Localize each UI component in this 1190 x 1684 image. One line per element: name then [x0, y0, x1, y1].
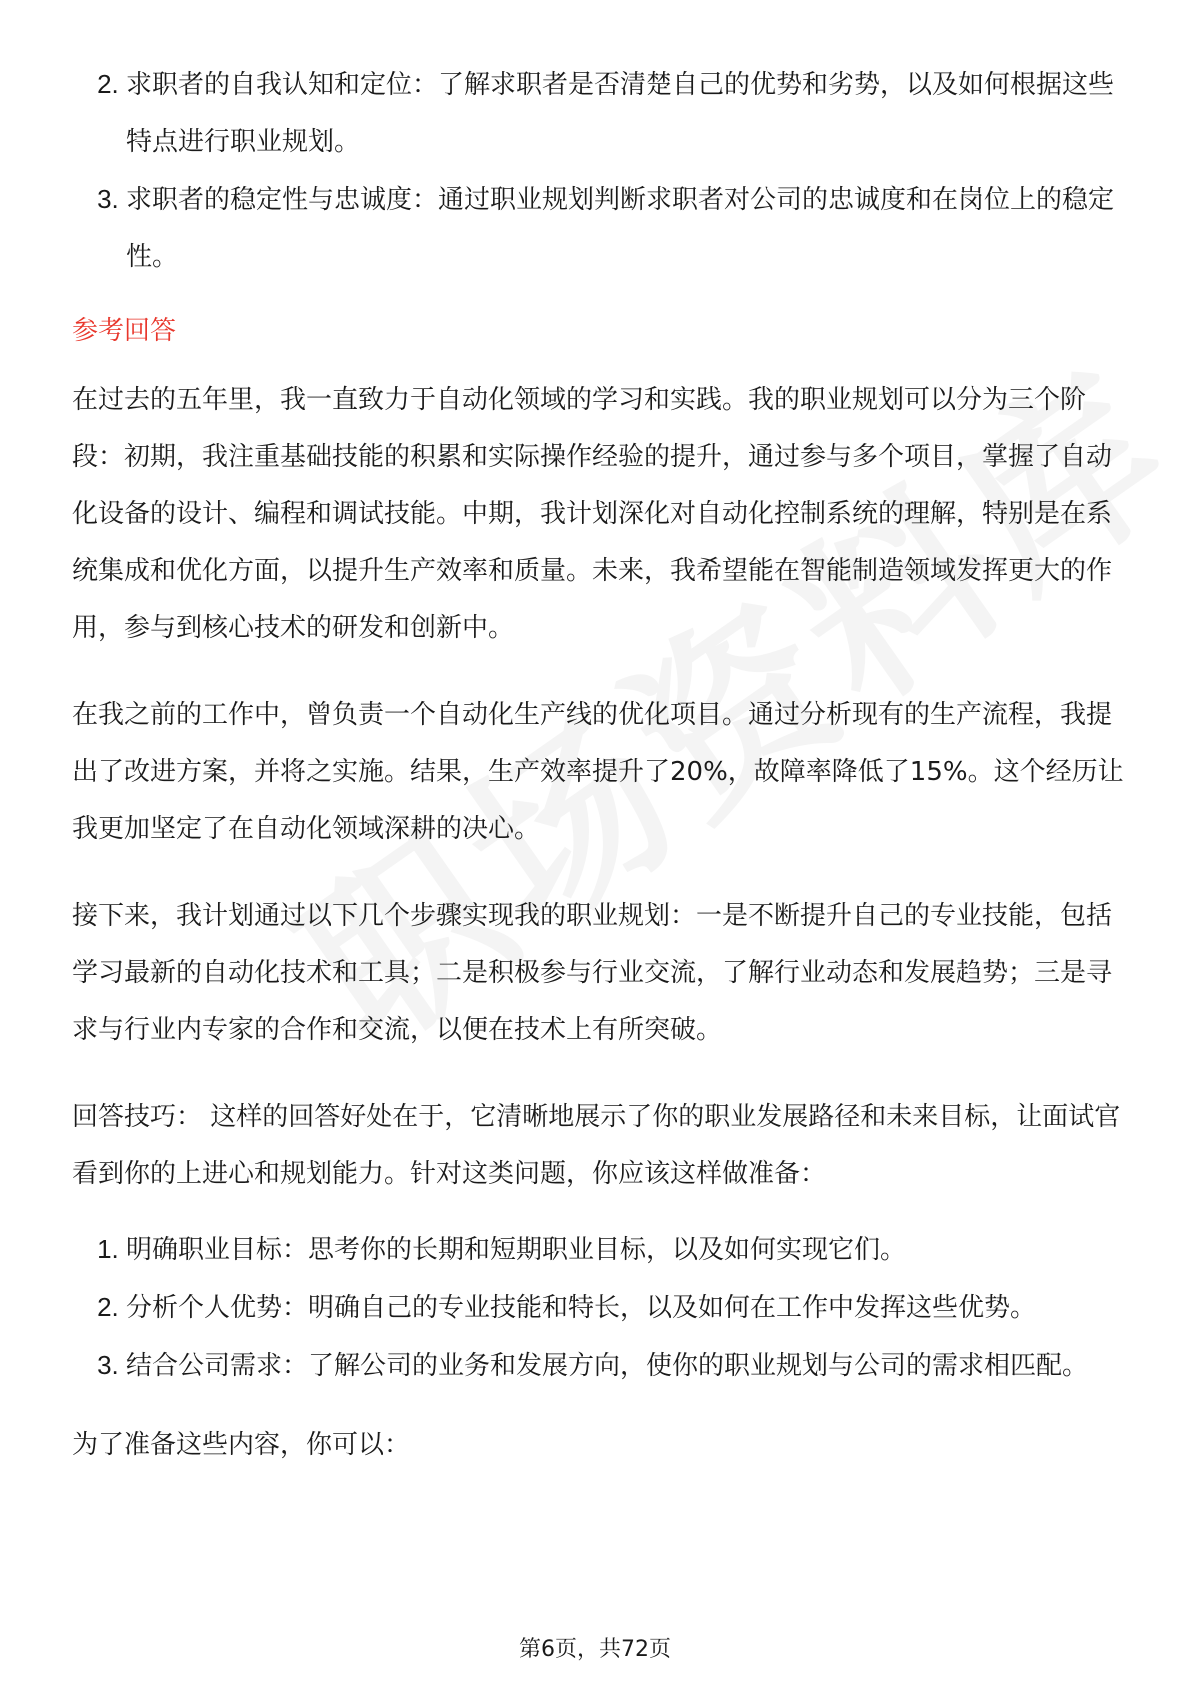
- page-content: [72, 56, 1132, 1504]
- tips-list: [72, 1221, 1132, 1395]
- tips-intro: 回答技巧： 这样的回答好处在于，它清晰地展示了你的职业发展路径和未来目标，让面试官看到你的上进心和规划能力。针对这类问题，你应该这样做准备：: [72, 1102, 1121, 1189]
- section-title: 参考回答: [72, 316, 177, 346]
- page-number: 第6页，共72页: [519, 1637, 671, 1662]
- list-item: 1. 明确职业目标：思考你的长期和短期职业目标，以及如何实现它们。: [126, 1221, 1132, 1279]
- list-item: 3. 结合公司需求：了解公司的业务和发展方向，使你的职业规划与公司的需求相匹配。: [126, 1337, 1132, 1395]
- closing-text: 为了准备这些内容，你可以：: [72, 1430, 411, 1460]
- list-item: 3. 求职者的稳定性与忠诚度：通过职业规划判断求职者对公司的忠诚度和在岗位上的稳定性。: [126, 171, 1132, 286]
- list-item: 2. 求职者的自我认知和定位：了解求职者是否清楚自己的优势和劣势，以及如何根据这些特点进行职业规划。: [126, 56, 1132, 171]
- paragraph: 接下来，我计划通过以下几个步骤实现我的职业规划：一是不断提升自己的专业技能，包括学习最新的自动化技术和工具；二是积极参与行业交流，了解行业动态和发展趋势；三是寻求与行业内专家的合作和交流，以便在技术上有所突破。: [72, 901, 1113, 1045]
- list-item: 2. 分析个人优势：明确自己的专业技能和特长，以及如何在工作中发挥这些优势。: [126, 1279, 1132, 1337]
- paragraph: 在我之前的工作中，曾负责一个自动化生产线的优化项目。通过分析现有的生产流程，我提出了改进方案，并将之实施。结果，生产效率提升了20%，故障率降低了15%。这个经历让我更加坚定了在自动化领域深耕的决心。: [72, 700, 1124, 844]
- requirements-list: [72, 56, 1132, 286]
- paragraph: 在过去的五年里，我一直致力于自动化领域的学习和实践。我的职业规划可以分为三个阶段：初期，我注重基础技能的积累和实际操作经验的提升，通过参与多个项目，掌握了自动化设备的设计、编程和调试技能。中期，我计划深化对自动化控制系统的理解，特别是在系统集成和优化方面，以提升生产效率和质量。未来，我希望能在智能制造领域发挥更大的作用，参与到核心技术的研发和创新中。: [72, 385, 1113, 643]
